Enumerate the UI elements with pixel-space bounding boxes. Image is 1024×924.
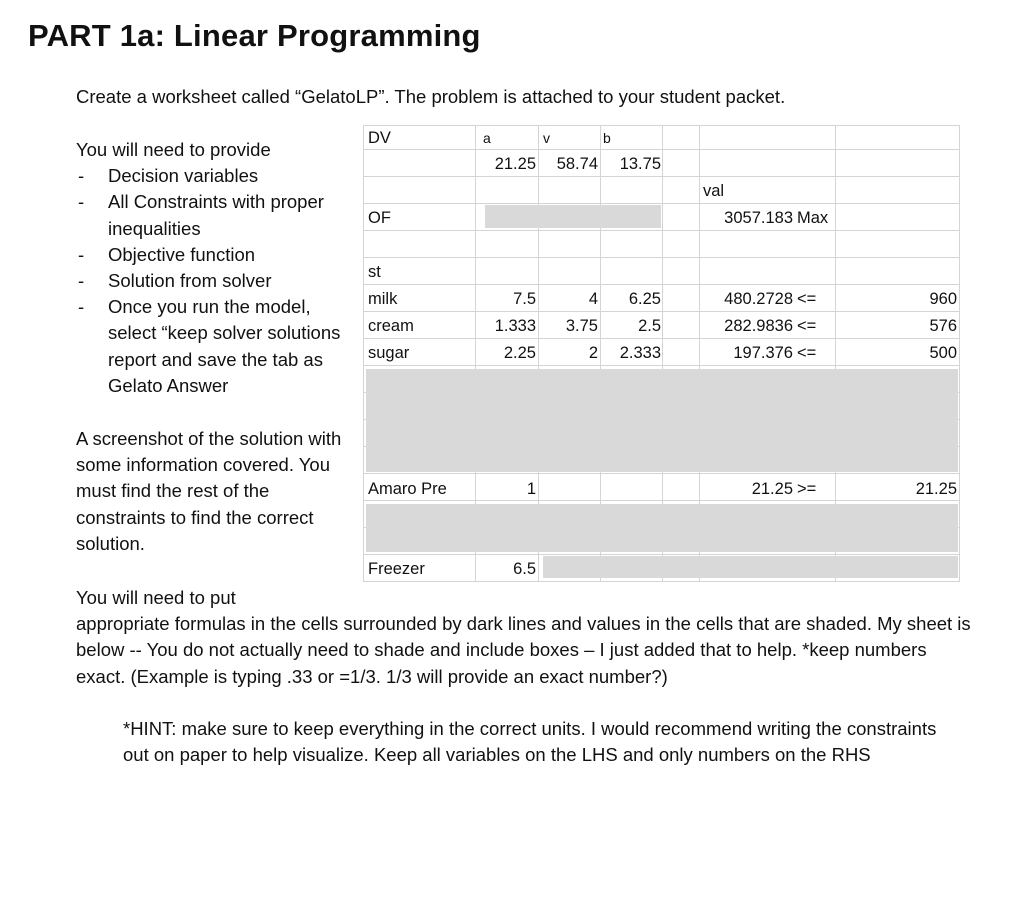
sugar-sign: <= [797,344,817,362]
list-item: - Once you run the model, select “keep solver solutions report and save the tab as Gelato Answer [78,296,341,396]
list-item: - All Constraints with proper inequalities [78,191,324,239]
shaded-objective-coefs [485,205,661,228]
amaro-sign: >= [797,480,817,498]
milk-coef-a: 7.5 [513,290,536,308]
cream-coef-v: 3.75 [565,317,598,335]
sugar-rhs: 500 [929,344,957,362]
constraint-amaro-name: Amaro Pre [368,480,447,498]
requirements-list [76,137,356,557]
sugar-lhs: 197.376 [733,344,793,362]
milk-coef-v: 4 [588,290,598,308]
dash-bullet: - [78,243,85,265]
milk-rhs: 960 [929,290,957,308]
instructions-text [76,585,976,690]
instructions-line-2: appropriate formulas in the cells surrounded by dark lines and values in the cells that are shaded. My sheet is below -- You do not actually need to shade and include boxes – I just added that to help. *keep numbers exact. (Example is typing .33 or =1/3. 1/3 will provide an exact number?) [76,613,971,687]
list-item: - Objective function [76,242,356,268]
dv-value-v: 58.74 [556,155,598,173]
screenshot-note: A screenshot of the solution with some information covered. You must find the rest of the constraints to find the correct solution. [76,428,342,554]
milk-sign: <= [797,290,817,308]
dv-label: DV [368,129,391,147]
constraint-cream-name: cream [368,317,414,335]
dv-value-b: 13.75 [619,155,661,173]
var-v-label: v [543,130,550,146]
hint-text: *HINT: make sure to keep everything in the correct units. I would recommend writing the constraints out on paper to help visualize. Keep all variables on the LHS and only numbers on the RHS [123,718,937,766]
freezer-coef-a: 6.5 [513,560,536,578]
list-item: - Decision variables [76,163,356,189]
instructions-line-1: You will need to put [76,587,236,608]
var-b-label: b [603,130,611,146]
amaro-lhs: 21.25 [751,480,793,498]
page-title: PART 1a: Linear Programming [28,18,481,53]
intro-text: Create a worksheet called “GelatoLP”. The problem is attached to your student packet. [76,86,786,107]
dash-bullet: - [78,296,85,318]
dash-bullet: - [78,270,85,292]
of-label: OF [368,209,391,227]
sugar-coef-v: 2 [588,344,598,362]
milk-coef-b: 6.25 [628,290,661,308]
milk-lhs: 480.2728 [724,290,793,308]
cream-coef-a: 1.333 [494,317,536,335]
dash-bullet: - [78,191,85,213]
shaded-hidden-constraints-2 [366,504,958,552]
constraint-freezer-name: Freezer [368,560,425,578]
list-item: - Solution from solver [76,268,356,294]
constraint-sugar-name: sugar [368,344,410,362]
spreadsheet-screenshot [363,125,960,582]
of-value: 3057.183 [724,209,793,227]
st-label: st [368,263,381,281]
var-a-label: a [483,130,491,146]
amaro-rhs: 21.25 [915,480,957,498]
requirements-lead: You will need to provide [76,139,271,160]
dash-bullet: - [78,165,85,187]
constraint-milk-name: milk [368,290,398,308]
amaro-coef-a: 1 [526,480,536,498]
sugar-coef-b: 2.333 [619,344,661,362]
sugar-coef-a: 2.25 [503,344,536,362]
cream-lhs: 282.9836 [724,317,793,335]
cream-sign: <= [797,317,817,335]
max-label: Max [797,209,829,227]
shaded-hidden-constraints-1 [366,369,958,472]
cream-rhs: 576 [929,317,957,335]
val-header: val [703,182,725,200]
cream-coef-b: 2.5 [638,317,661,335]
shaded-freezer-rest [543,556,958,578]
dv-value-a: 21.25 [494,155,536,173]
